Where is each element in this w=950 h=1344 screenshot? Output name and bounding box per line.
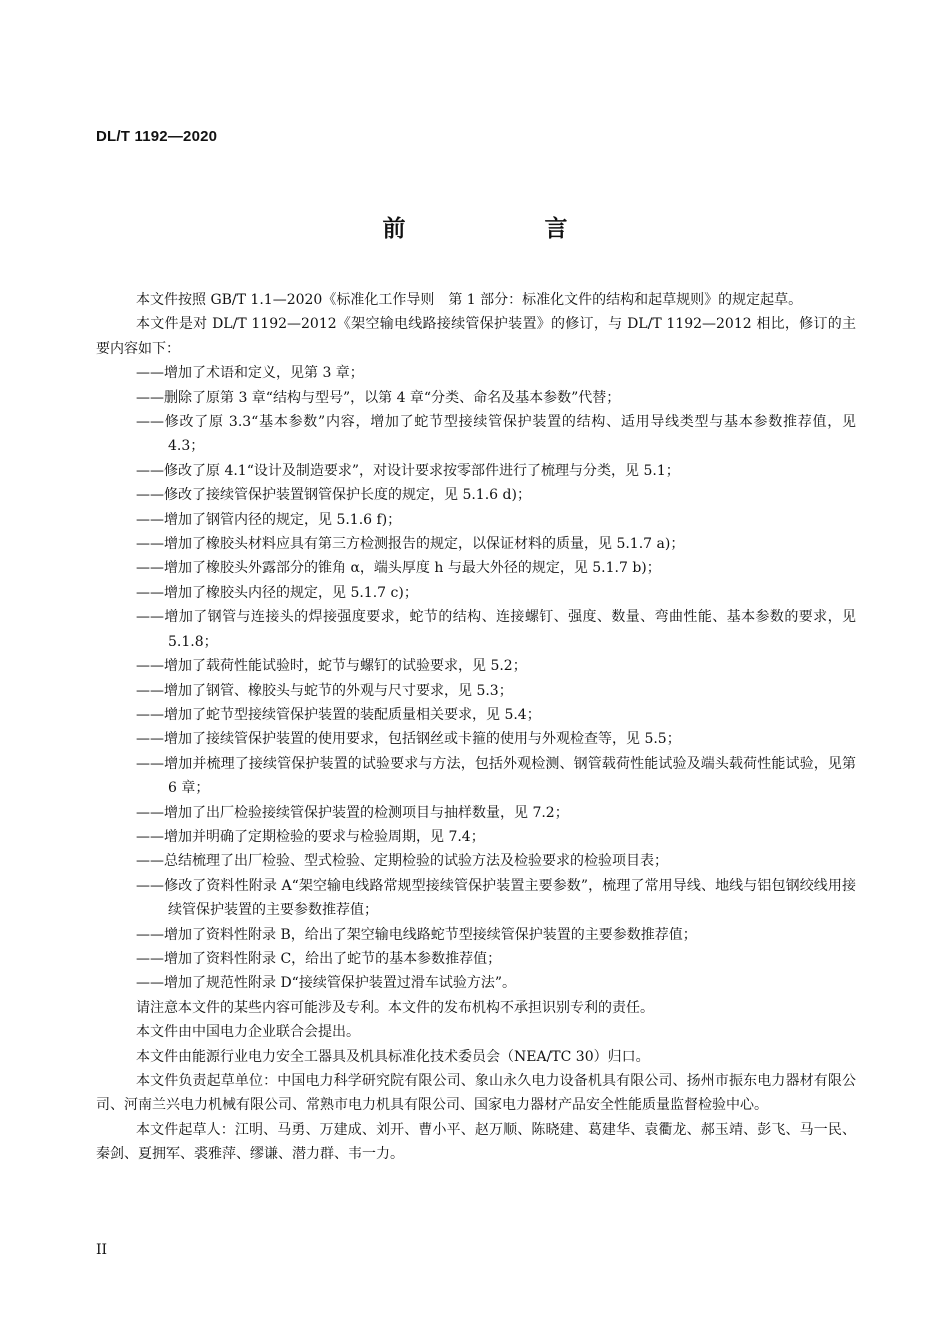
change-item: ——增加并明确了定期检验的要求与检验周期，见 7.4； — [136, 828, 485, 845]
change-item: ——增加了橡胶头外露部分的锥角 α，端头厚度 h 与最大外径的规定，见 5.1.7 b)； — [136, 560, 661, 577]
change-item: ——增加了载荷性能试验时，蛇节与螺钉的试验要求，见 5.2； — [136, 658, 527, 675]
change-item: ——修改了原 4.1“设计及制造要求”，对设计要求按零部件进行了梳理与分类，见 5.1； — [136, 462, 680, 479]
change-item: ——增加了术语和定义，见第 3 章； — [136, 365, 364, 382]
paragraph-drafters: 本文件起草人：江明、马勇、万建成、刘开、曹小平、赵万顺、陈晓建、葛建华、袁衢龙、郝玉靖、彭飞、马一民、秦剑、夏拥军、裘雅萍、缪谦、潜力群、韦一力。 — [96, 1121, 856, 1163]
change-item: ——增加了接续管保护装置的使用要求，包括钢丝或卡箍的使用与外观检查等，见 5.5； — [136, 731, 681, 748]
change-item: ——增加了规范性附录 D“接续管保护装置过滑车试验方法”。 — [136, 975, 516, 992]
change-item: ——增加了钢管与连接头的焊接强度要求，蛇节的结构、连接螺钉、强度、数量、弯曲性能、基本参数的要求，见 5.1.8； — [136, 609, 856, 650]
change-item: ——增加了橡胶头材料应具有第三方检测报告的规定，以保证材料的质量，见 5.1.7 a)； — [136, 536, 685, 553]
document-body — [96, 288, 856, 1167]
change-item: ——修改了接续管保护装置钢管保护长度的规定，见 5.1.6 d)； — [136, 487, 531, 504]
paragraph-proposer: 本文件由中国电力企业联合会提出。 — [136, 1024, 360, 1041]
change-item: ——增加并梳理了接续管保护装置的试验要求与方法，包括外观检测、钢管载荷性能试验及端头载荷性能试验，见第 6 章； — [136, 755, 856, 797]
change-item: ——增加了出厂检验接续管保护装置的检测项目与抽样数量，见 7.2； — [136, 804, 569, 821]
paragraph-drafting-units: 本文件负责起草单位：中国电力科学研究院有限公司、象山永久电力设备机具有限公司、扬州市振东电力器材有限公司、河南兰兴电力机械有限公司、常熟市电力机具有限公司、国家电力器材产品安全性能质量监督检验中心。 — [96, 1073, 856, 1114]
change-item: ——增加了蛇节型接续管保护装置的装配质量相关要求，见 5.4； — [136, 706, 541, 723]
change-item: ——增加了钢管内径的规定，见 5.1.6 f)； — [136, 511, 402, 528]
change-list — [96, 361, 856, 996]
change-item: ——增加了橡胶头内径的规定，见 5.1.7 c)； — [136, 584, 418, 601]
change-item: ——增加了资料性附录 C，给出了蛇节的基本参数推荐值； — [136, 950, 502, 967]
change-item: ——增加了资料性附录 B，给出了架空输电线路蛇节型接续管保护装置的主要参数推荐值； — [136, 926, 697, 943]
document-code: DL/T 1192—2020 — [96, 128, 218, 145]
change-item: ——删除了原第 3 章“结构与型号”，以第 4 章“分类、命名及基本参数”代替； — [136, 389, 621, 406]
paragraph-patent-notice: 请注意本文件的某些内容可能涉及专利。本文件的发布机构不承担识别专利的责任。 — [136, 999, 654, 1016]
paragraph-committee: 本文件由能源行业电力安全工器具及机具标准化技术委员会（NEA/TC 30）归口。 — [136, 1048, 650, 1065]
paragraph-basis: 本文件按照 GB/T 1.1—2020《标准化工作导则 第 1 部分：标准化文件的结构和起草规则》的规定起草。 — [136, 292, 803, 308]
change-item: ——增加了钢管、橡胶头与蛇节的外观与尺寸要求，见 5.3； — [136, 682, 513, 699]
page-title: 前 言 — [382, 216, 626, 242]
change-item: ——总结梳理了出厂检验、型式检验、定期检验的试验方法及检验要求的检验项目表； — [136, 853, 668, 870]
paragraph-revision-intro: 本文件是对 DL/T 1192—2012《架空输电线路接续管保护装置》的修订，与 DL/T 1192—2012 相比，修订的主要内容如下： — [96, 316, 856, 357]
change-item: ——修改了原 3.3“基本参数”内容，增加了蛇节型接续管保护装置的结构、适用导线类型与基本参数推荐值，见 4.3； — [136, 414, 856, 455]
change-item: ——修改了资料性附录 A“架空输电线路常规型接续管保护装置主要参数”，梳理了常用导线、地线与铝包钢绞线用接续管保护装置的主要参数推荐值； — [136, 877, 856, 919]
page-number: II — [96, 1242, 108, 1258]
